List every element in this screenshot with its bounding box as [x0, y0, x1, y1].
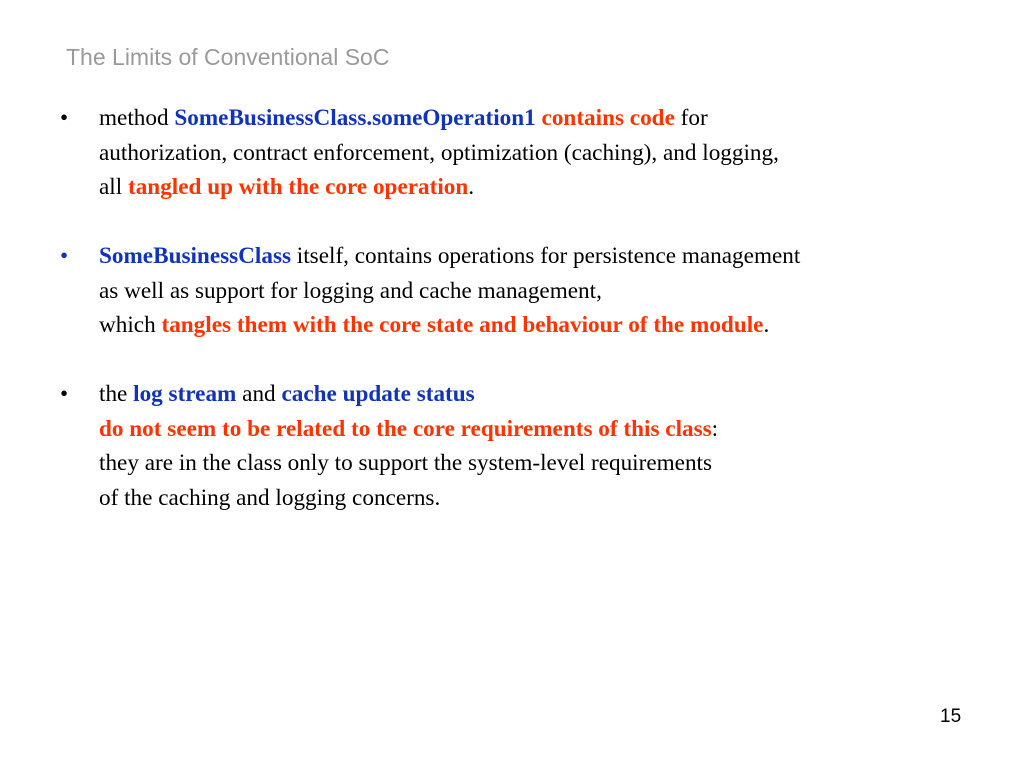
- bullet-marker: •: [60, 105, 69, 131]
- emphasis-text: tangled up with the core operation: [127, 174, 469, 200]
- body-text: the: [99, 381, 134, 407]
- slide-title: The Limits of Conventional SoC: [66, 44, 390, 70]
- body-text: itself, contains operations for persistence management: [291, 243, 801, 269]
- bullet-line: [99, 136, 990, 171]
- bullet-line: [99, 446, 990, 481]
- bullet-line: [99, 274, 990, 309]
- bullet-line: [99, 412, 990, 447]
- body-text: as well as support for logging and cache management,: [99, 277, 602, 304]
- cache-update-status-term: cache update status: [281, 381, 475, 407]
- page-number: 15: [940, 706, 962, 727]
- emphasis-text: tangles them with the core state and behaviour of the module: [161, 312, 764, 338]
- class-name: SomeBusinessClass: [99, 243, 291, 269]
- body-text: method: [99, 105, 175, 131]
- emphasis-text: do not seem to be related to the core requirements of this class: [99, 415, 712, 442]
- bullet-item-unrelated-concerns: [60, 377, 990, 515]
- bullet-line: [99, 239, 990, 274]
- body-text: for: [674, 105, 708, 131]
- bullet-item-tangled-operation: [60, 101, 990, 205]
- body-text: .: [763, 312, 770, 338]
- bullet-marker: •: [60, 381, 69, 407]
- body-text: authorization, contract enforcement, optimization (caching), and logging,: [99, 139, 779, 166]
- bullet-line: [99, 481, 990, 516]
- bullet-marker: •: [60, 243, 69, 269]
- body-text: which: [99, 312, 162, 338]
- body-text: and: [236, 381, 282, 407]
- body-text: .: [468, 174, 475, 200]
- log-stream-term: log stream: [133, 381, 237, 407]
- bullet-line: [99, 170, 990, 205]
- class-method-name: SomeBusinessClass.someOperation1: [174, 105, 536, 131]
- bullet-line: [99, 308, 990, 343]
- emphasis-text: contains code: [541, 105, 675, 131]
- body-text: all: [99, 174, 128, 200]
- bullet-line: [99, 101, 990, 136]
- body-text: :: [711, 415, 719, 442]
- bullet-list: [60, 101, 990, 550]
- body-text: of the caching and logging concerns.: [99, 484, 441, 511]
- body-text: they are in the class only to support the system-level requirements: [99, 450, 713, 476]
- bullet-item-tangled-class: [60, 239, 990, 343]
- bullet-line: [99, 377, 990, 412]
